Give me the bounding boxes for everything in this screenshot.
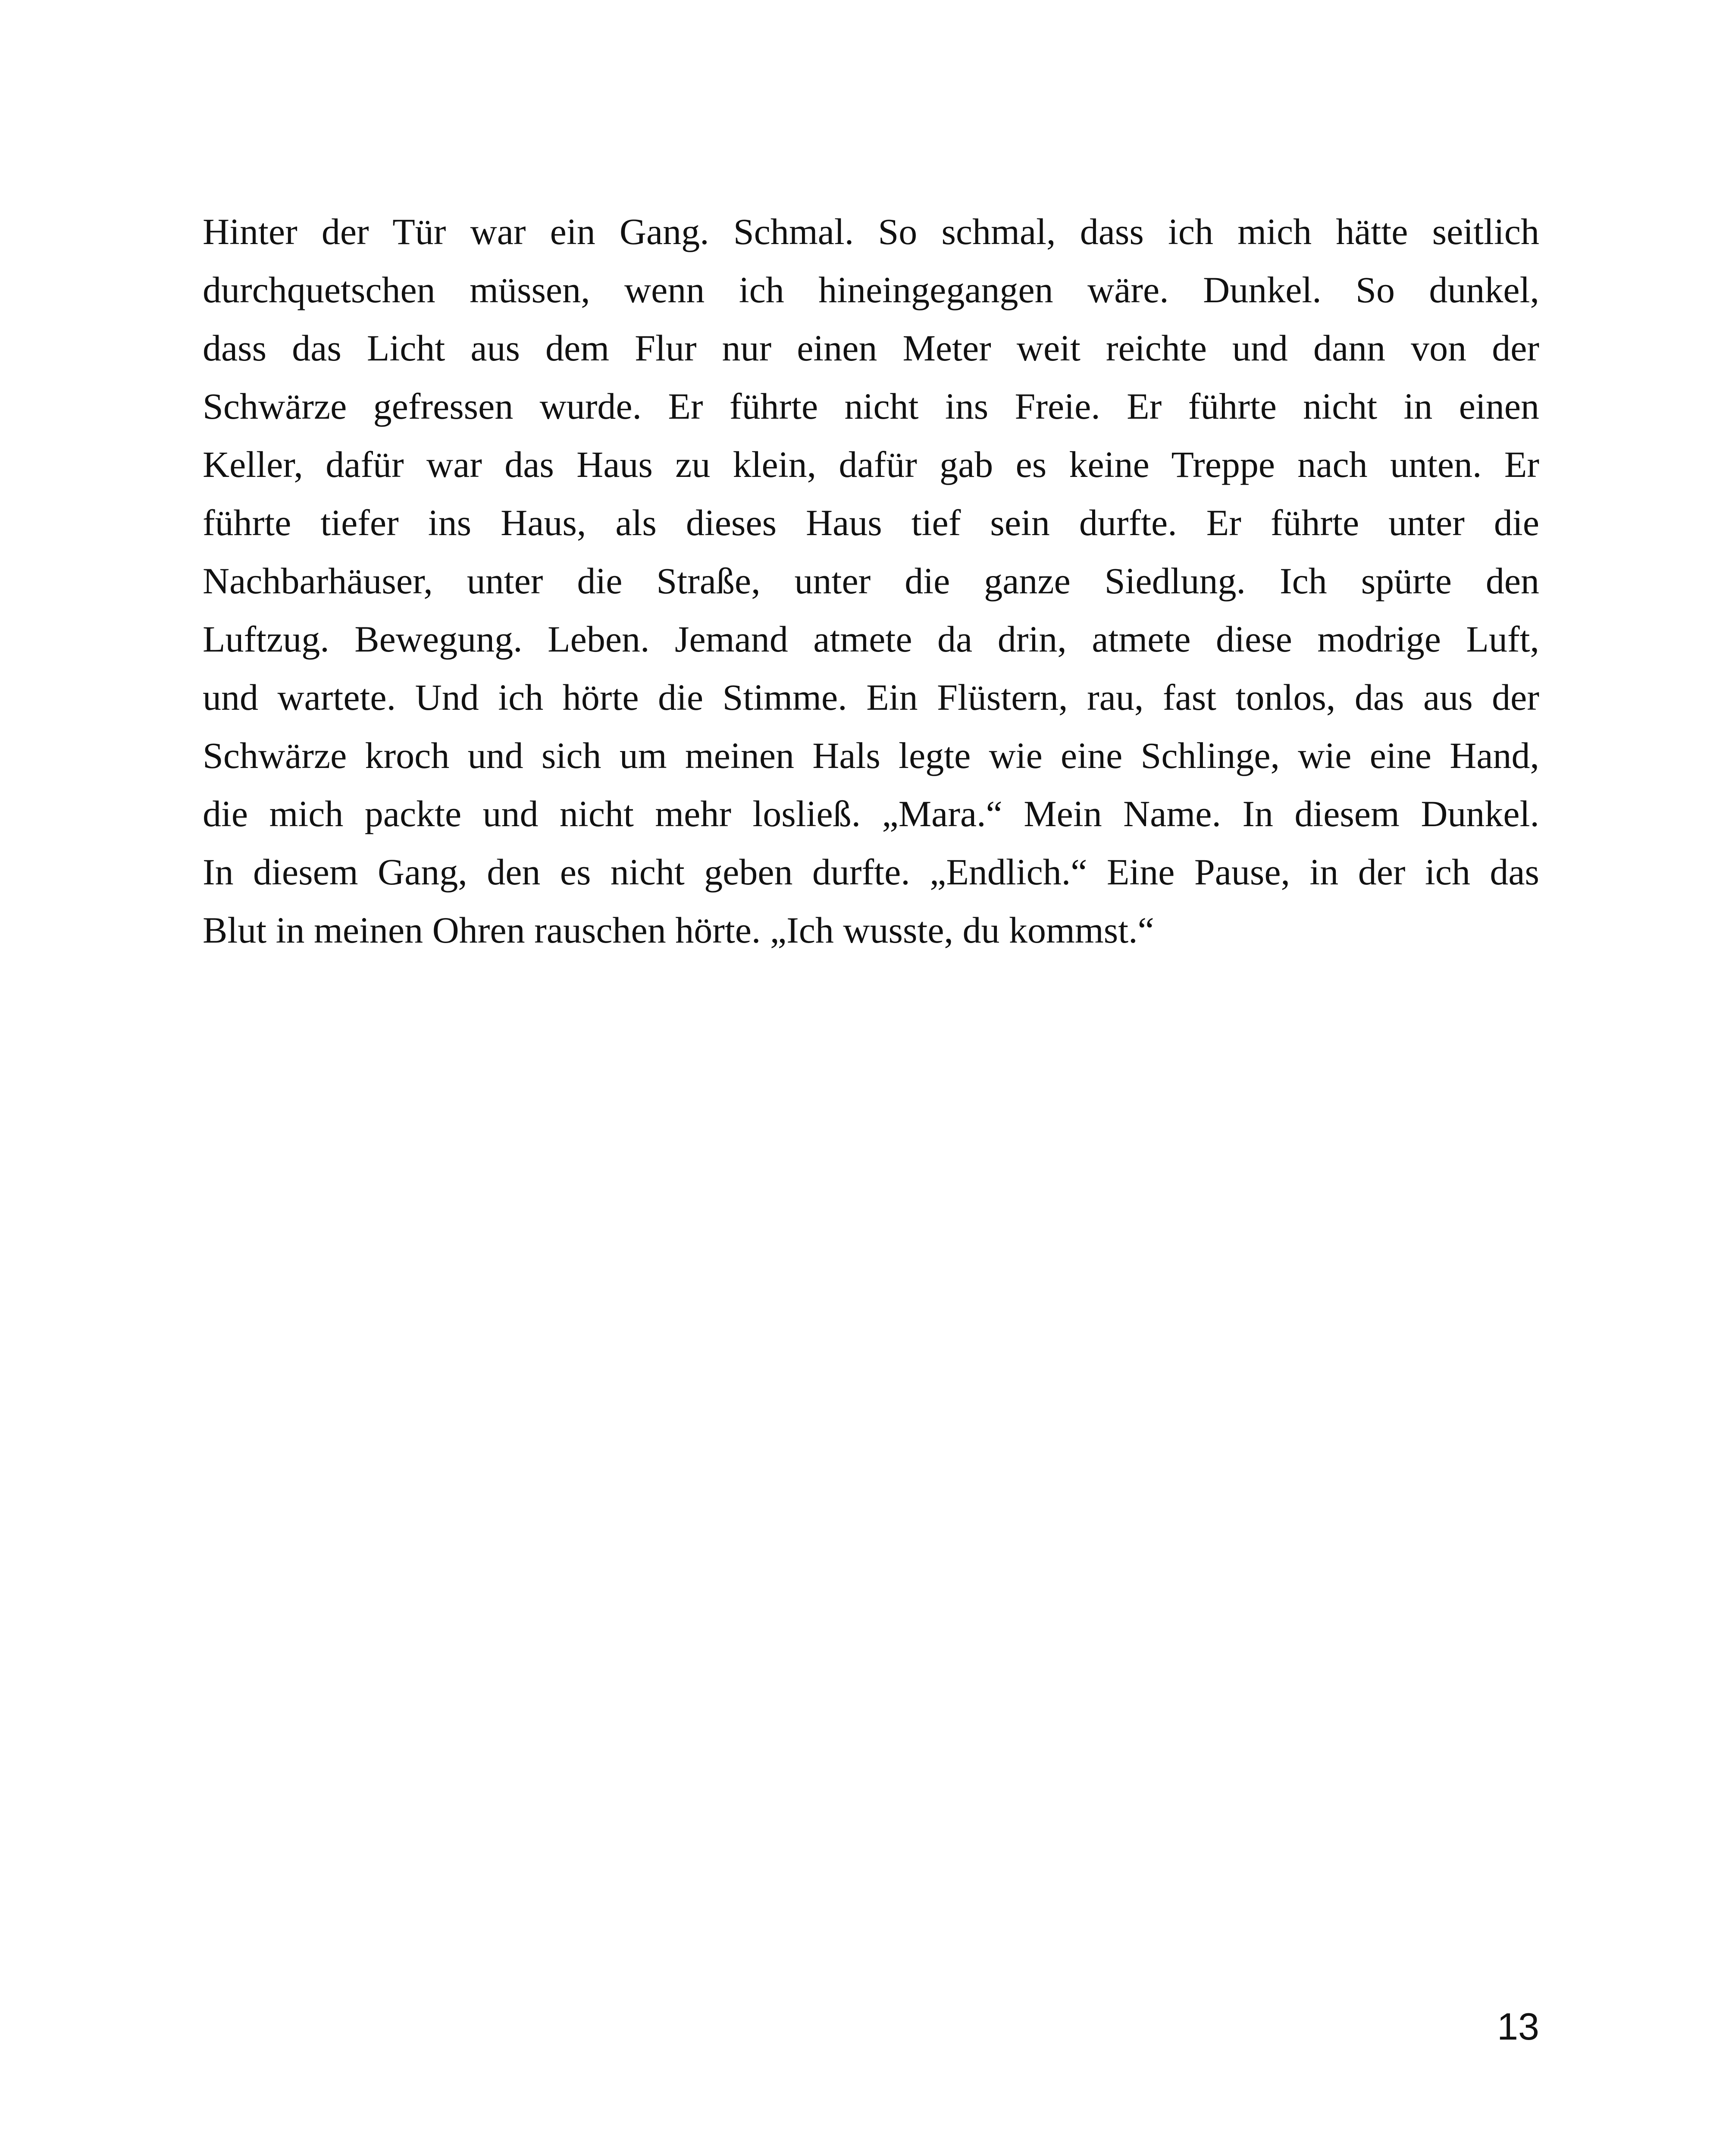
text-line: Blut in meinen Ohren rauschen hörte. „Ich wusste, du kommst.“ <box>203 909 1154 951</box>
text-line: die mich packte und nicht mehr losließ. „Mara.“ Mein Name. In diesem Dunkel. <box>203 793 1539 834</box>
text-line: Keller, dafür war das Haus zu klein, dafür gab es keine Treppe nach unten. Er <box>203 444 1539 485</box>
text-line: Schwärze kroch und sich um meinen Hals legte wie eine Schlinge, wie eine Hand, <box>203 735 1539 776</box>
text-line: führte tiefer ins Haus, als dieses Haus tief sein durfte. Er führte unter die <box>203 502 1539 543</box>
text-line: Hinter der Tür war ein Gang. Schmal. So schmal, dass ich mich hätte seitlich <box>203 211 1539 252</box>
text-line: und wartete. Und ich hörte die Stimme. Ein Flüstern, rau, fast tonlos, das aus der <box>203 677 1539 718</box>
body-paragraph <box>203 203 1539 959</box>
text-line: dass das Licht aus dem Flur nur einen Meter weit reichte und dann von der <box>203 327 1539 369</box>
text-line: Nachbarhäuser, unter die Straße, unter die ganze Siedlung. Ich spürte den <box>203 560 1539 602</box>
page-number: 13 <box>1497 2005 1539 2048</box>
text-line: Luftzug. Bewegung. Leben. Jemand atmete da drin, atmete diese modrige Luft, <box>203 618 1539 660</box>
text-line: Schwärze gefressen wurde. Er führte nicht ins Freie. Er führte nicht in einen <box>203 385 1539 427</box>
text-line: In diesem Gang, den es nicht geben durfte. „Endlich.“ Eine Pause, in der ich das <box>203 851 1539 893</box>
text-line: durchquetschen müssen, wenn ich hineingegangen wäre. Dunkel. So dunkel, <box>203 269 1539 310</box>
